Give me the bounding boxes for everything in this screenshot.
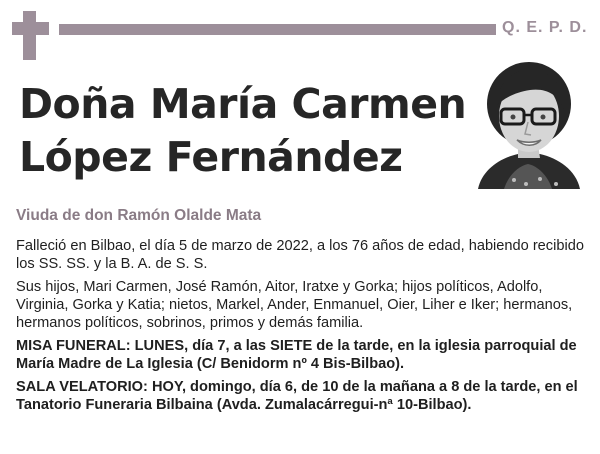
header-divider-bar: [59, 24, 496, 35]
funeral-mass-paragraph: MISA FUNERAL: LUNES, día 7, a las SIETE de la tarde, en la iglesia parroquial de María Madre de La Iglesia (C/ Benidorm nº 4 Bis-Bilbao).: [16, 338, 577, 372]
qepd-label: Q. E. P. D.: [502, 19, 588, 36]
wake-paragraph: SALA VELATORIO: HOY, domingo, día 6, de 10 de la mañana a 8 de la tarde, en el Tanatorio Funeraria Bilbaina (Avda. Zumalacárregui-nª 10-Bilbao).: [16, 379, 578, 413]
deceased-name: [19, 78, 469, 184]
death-notice-paragraph: Falleció en Bilbao, el día 5 de marzo de 2022, a los 76 años de edad, habiendo recibido los SS. SS. y la B. A. de S. S.: [16, 238, 584, 272]
deceased-portrait: [474, 58, 582, 189]
widow-of-line: Viuda de don Ramón Olalde Mata: [16, 207, 262, 224]
deceased-name-line2: López Fernández: [19, 133, 403, 181]
deceased-name-line1: Doña María Carmen: [19, 80, 467, 128]
notice-body: [16, 237, 592, 419]
family-paragraph: Sus hijos, Mari Carmen, José Ramón, Aitor, Iratxe y Gorka; hijos políticos, Adolfo, Virginia, Gorka y Katia; nietos, Markel, Ander, Enmanuel, Oier, Liher e Iker; hermanos, hermanos políticos, sobrinos, primos y demás familia.: [16, 279, 573, 331]
latin-cross-icon: [12, 11, 49, 60]
